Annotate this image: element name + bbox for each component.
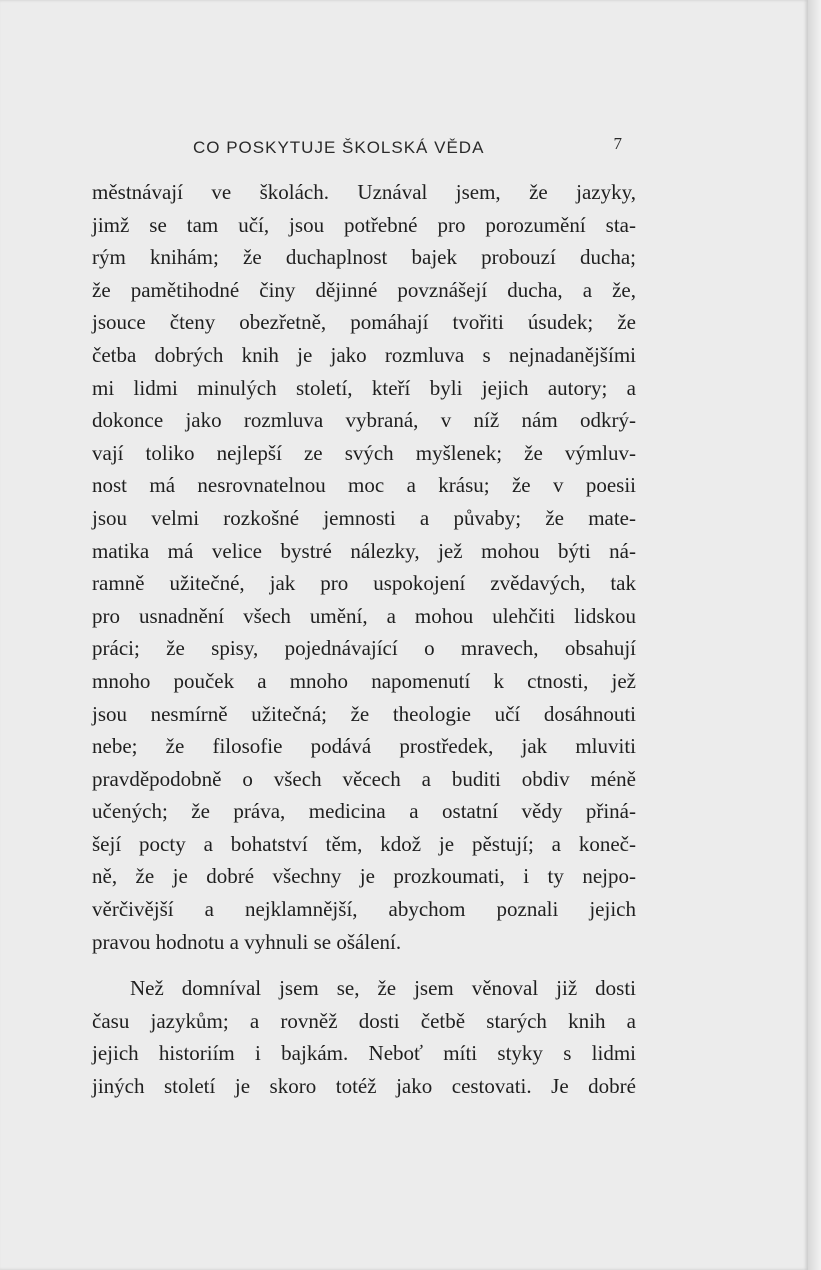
text-line: šejí pocty a bohatství těm, kdož je pěstují; a koneč- [92, 831, 636, 856]
running-head [193, 134, 623, 160]
text-line: ramně užitečné, jak pro uspokojení zvědavých, tak [92, 571, 636, 596]
text-line: věrčivější a nejklamnější, abychom poznali jejich [92, 897, 636, 922]
text-line: pravou hodnotu a vyhnuli se ošálení. [92, 929, 402, 954]
text-line: nost má nesrovnatelnou moc a krásu; že v poesii [92, 473, 636, 498]
text-line: jsou velmi rozkošné jemnosti a půvaby; že mate- [92, 505, 636, 530]
text-line: četba dobrých knih je jako rozmluva s nejnadanějšími [92, 342, 636, 367]
text-line: mi lidmi minulých století, kteří byli jejich autory; a [92, 375, 636, 400]
text-line: učených; že práva, medicina a ostatní vědy přiná- [92, 799, 636, 824]
text-line: městnávají ve školách. Uznával jsem, že jazyky, [92, 180, 636, 204]
text-line: jejich historiím i bajkám. Neboť míti styky s lidmi [92, 1041, 636, 1066]
text-line: jimž se tam učí, jsou potřebné pro porozumění sta- [92, 212, 636, 237]
running-title: CO POSKYTUJE ŠKOLSKÁ VĚDA [193, 138, 485, 157]
text-line: nebe; že filosofie podává prostředek, jak mluviti [92, 734, 636, 759]
text-line: jsouce čteny obezřetně, pomáhají tvořiti úsudek; že [92, 310, 636, 335]
text-line: vají toliko nejlepší ze svých myšlenek; že výmluv- [92, 440, 636, 465]
text-line: mnoho pouček a mnoho napomenutí k ctnosti, jež [92, 668, 636, 693]
body-text [92, 176, 636, 1103]
paragraph-gap [92, 958, 636, 972]
text-line: jiných století je skoro totéž jako cestovati. Je dobré [92, 1074, 636, 1099]
text-line: jsou nesmírně užitečná; že theologie učí dosáhnouti [92, 701, 636, 726]
page-edge [808, 0, 821, 1270]
text-line: Než domníval jsem se, že jsem věnoval již dosti [130, 976, 636, 1001]
text-line: času jazykům; a rovněž dosti četbě starých knih a [92, 1008, 636, 1033]
text-line: rým knihám; že duchaplnost bajek probouzí ducha; [92, 245, 636, 270]
text-line: matika má velice bystré nálezky, jež mohou býti ná- [92, 538, 636, 563]
text-line: pravděpodobně o všech věcech a buditi obdiv méně [92, 766, 636, 791]
page-number: 7 [613, 134, 623, 153]
text-line: dokonce jako rozmluva vybraná, v níž nám odkrý- [92, 408, 636, 433]
text-line: ně, že je dobré všechny je prozkoumati, i ty nejpo- [92, 864, 636, 889]
text-line: že pamětihodné činy dějinné povznášejí ducha, a že, [92, 277, 636, 302]
text-line: pro usnadnění všech umění, a mohou ulehčiti lidskou [92, 603, 636, 628]
text-line: práci; že spisy, pojednávající o mravech, obsahují [92, 636, 636, 661]
